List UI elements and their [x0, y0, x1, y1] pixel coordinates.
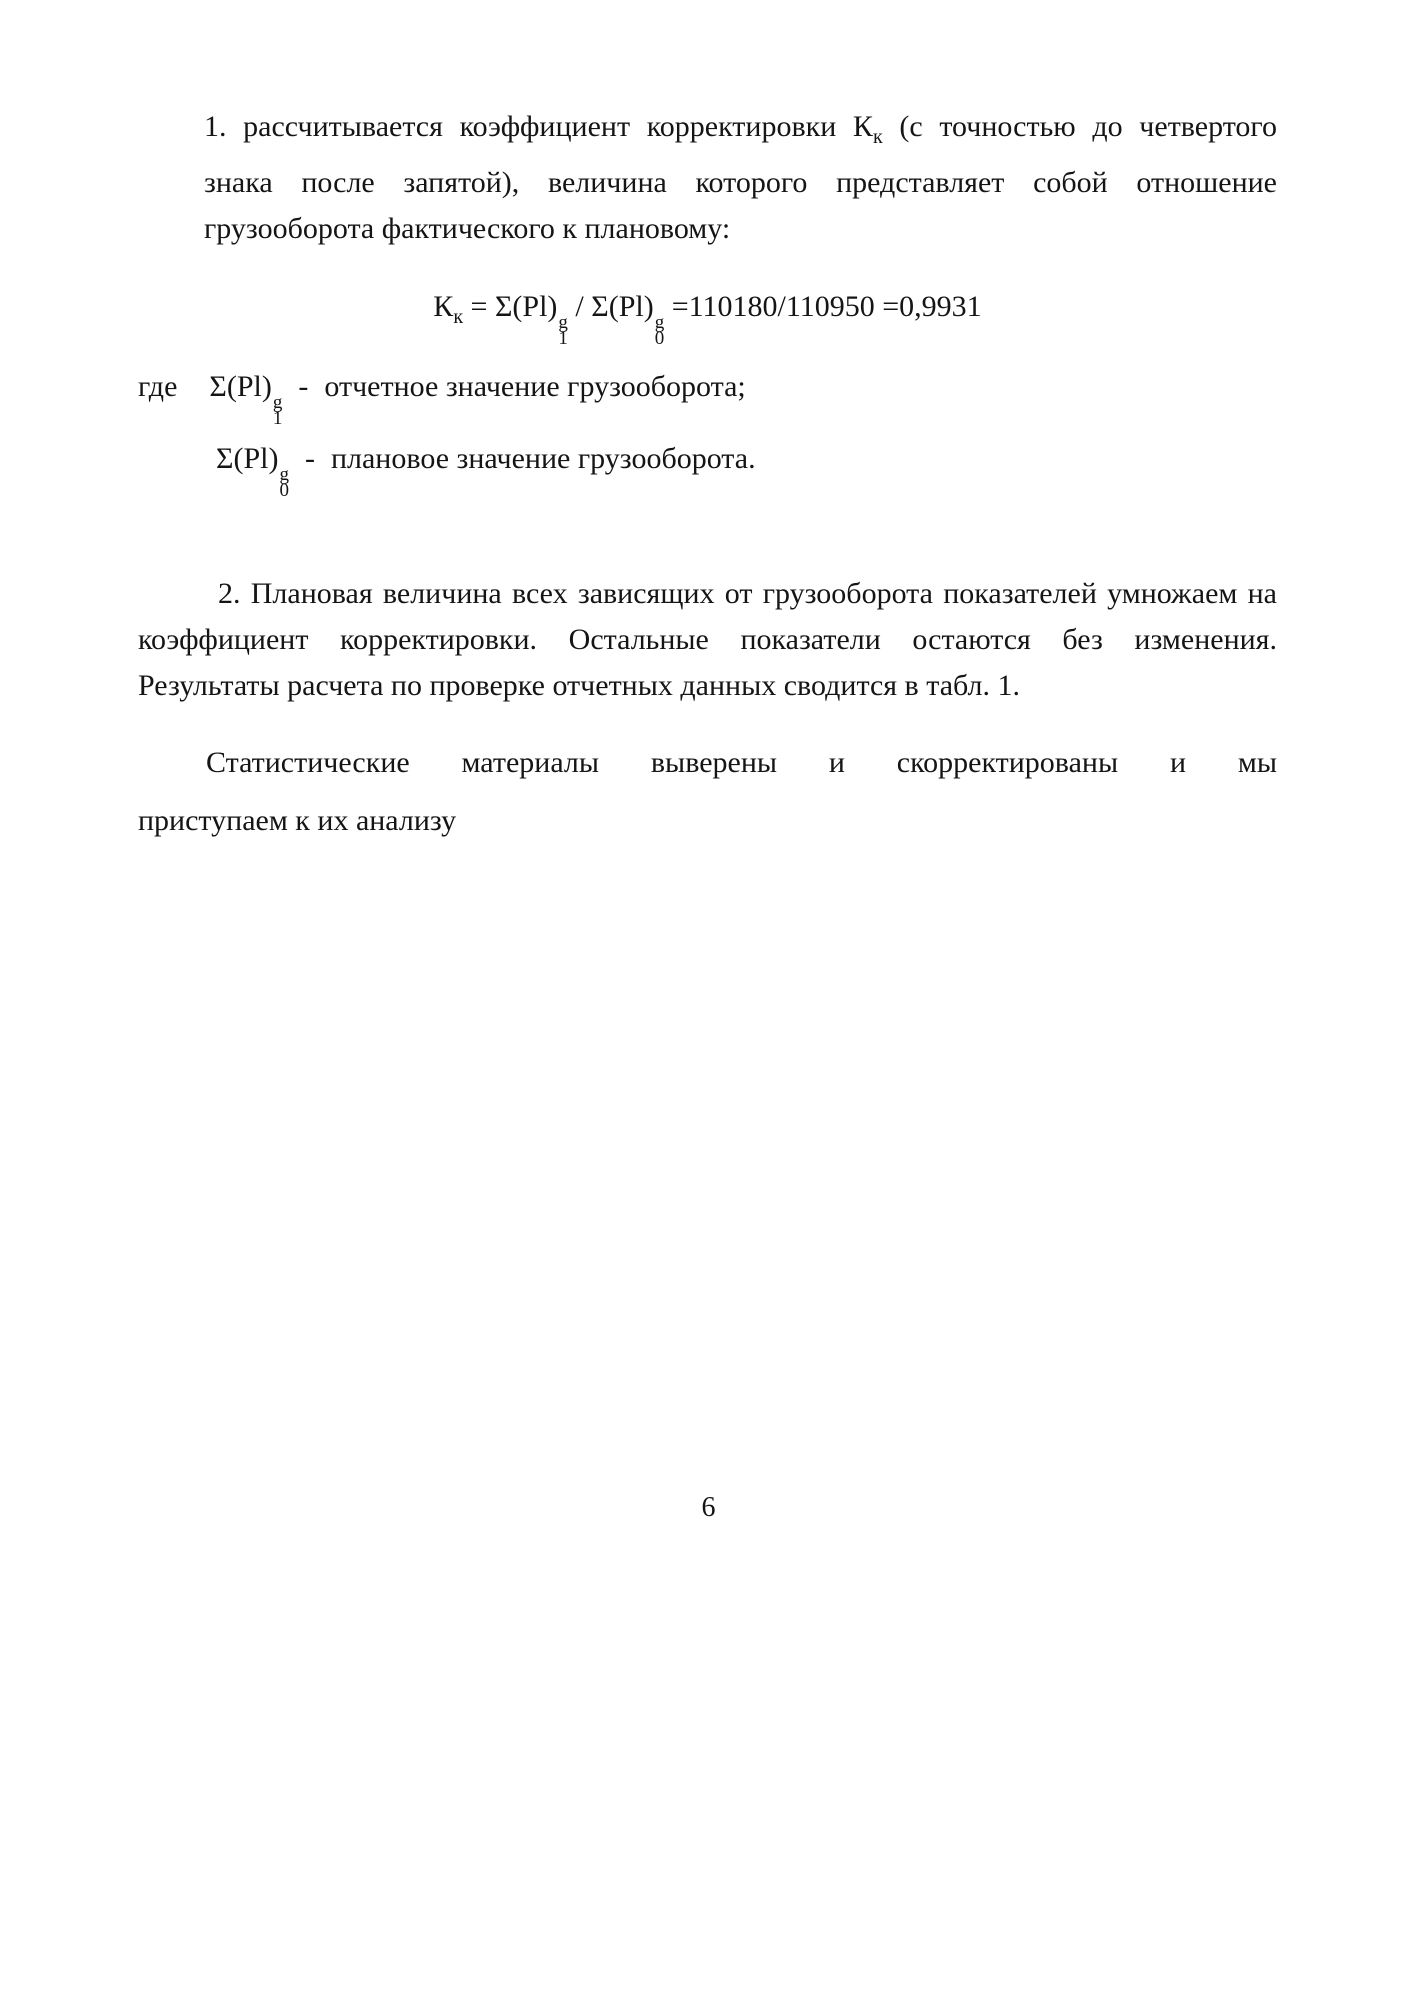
formula-slash: /: [567, 290, 592, 323]
where-2-text: плановое значение грузооборота.: [330, 442, 756, 475]
page-content: [138, 104, 1277, 847]
paragraph-final-line-2: приступаем к их анализу: [138, 804, 457, 837]
where-2-term-superscript: g: [279, 464, 289, 485]
formula-term1-scripts: [558, 312, 568, 349]
formula-term2-scripts: [654, 312, 665, 349]
paragraph-item-2: 2. Плановая величина всех зависящих от грузооборота показателей умножаем на коэффициент корректировки. Остальные показатели остаются без изменения. Результаты расчета по проверке отчетных данных сводится в табл. 1.: [138, 577, 1277, 702]
where-1-text: отчетное значение грузооборота;: [324, 370, 746, 403]
paragraph-item-1: [204, 104, 1277, 252]
page-number: 6: [701, 1492, 716, 1523]
formula-k-subscript: к: [453, 306, 464, 328]
paragraph-1-text-start: 1. рассчитывается коэффициент корректировки К: [204, 110, 873, 143]
where-2-term-base: Σ(Pl): [216, 442, 279, 475]
where-2-term-scripts: [279, 464, 289, 501]
formula-term1-base: Σ(Pl): [494, 290, 558, 323]
where-2-term-subscript: 0: [279, 480, 289, 501]
formula-term1-superscript: g: [558, 312, 568, 333]
formula-term2-superscript: g: [654, 312, 665, 333]
where-1-term-superscript: g: [272, 392, 283, 413]
paragraph-1-subscript: к: [872, 126, 883, 148]
formula-result: =110180/110950 =0,9931: [664, 290, 982, 323]
where-definition-1: [138, 363, 1277, 427]
where-1-dash: -: [298, 370, 309, 403]
formula-term2-base: Σ(Pl): [591, 290, 654, 323]
formula-term1-subscript: 1: [558, 328, 568, 349]
where-1-term-subscript: 1: [272, 408, 283, 429]
formula: [138, 282, 1277, 347]
paragraph-final: [138, 737, 1277, 847]
where-1-term-scripts: [272, 392, 283, 429]
paragraph-final-line-1: Статистические материалы выверены и скорректированы и мы: [206, 746, 1277, 779]
formula-k: К: [433, 290, 454, 323]
where-1-term-base: Σ(Pl): [209, 370, 272, 403]
formula-equals: =: [463, 290, 495, 323]
where-lead-word: где: [138, 370, 178, 403]
formula-term2-subscript: 0: [654, 328, 665, 349]
where-2-dash: -: [304, 442, 315, 475]
where-definition-2: [216, 435, 1277, 499]
paragraph-1-text-end: (с точностью до четвертого знака после запятой), величина которого представляет собой отношение грузооборота фактического к плановому:: [204, 110, 1277, 245]
